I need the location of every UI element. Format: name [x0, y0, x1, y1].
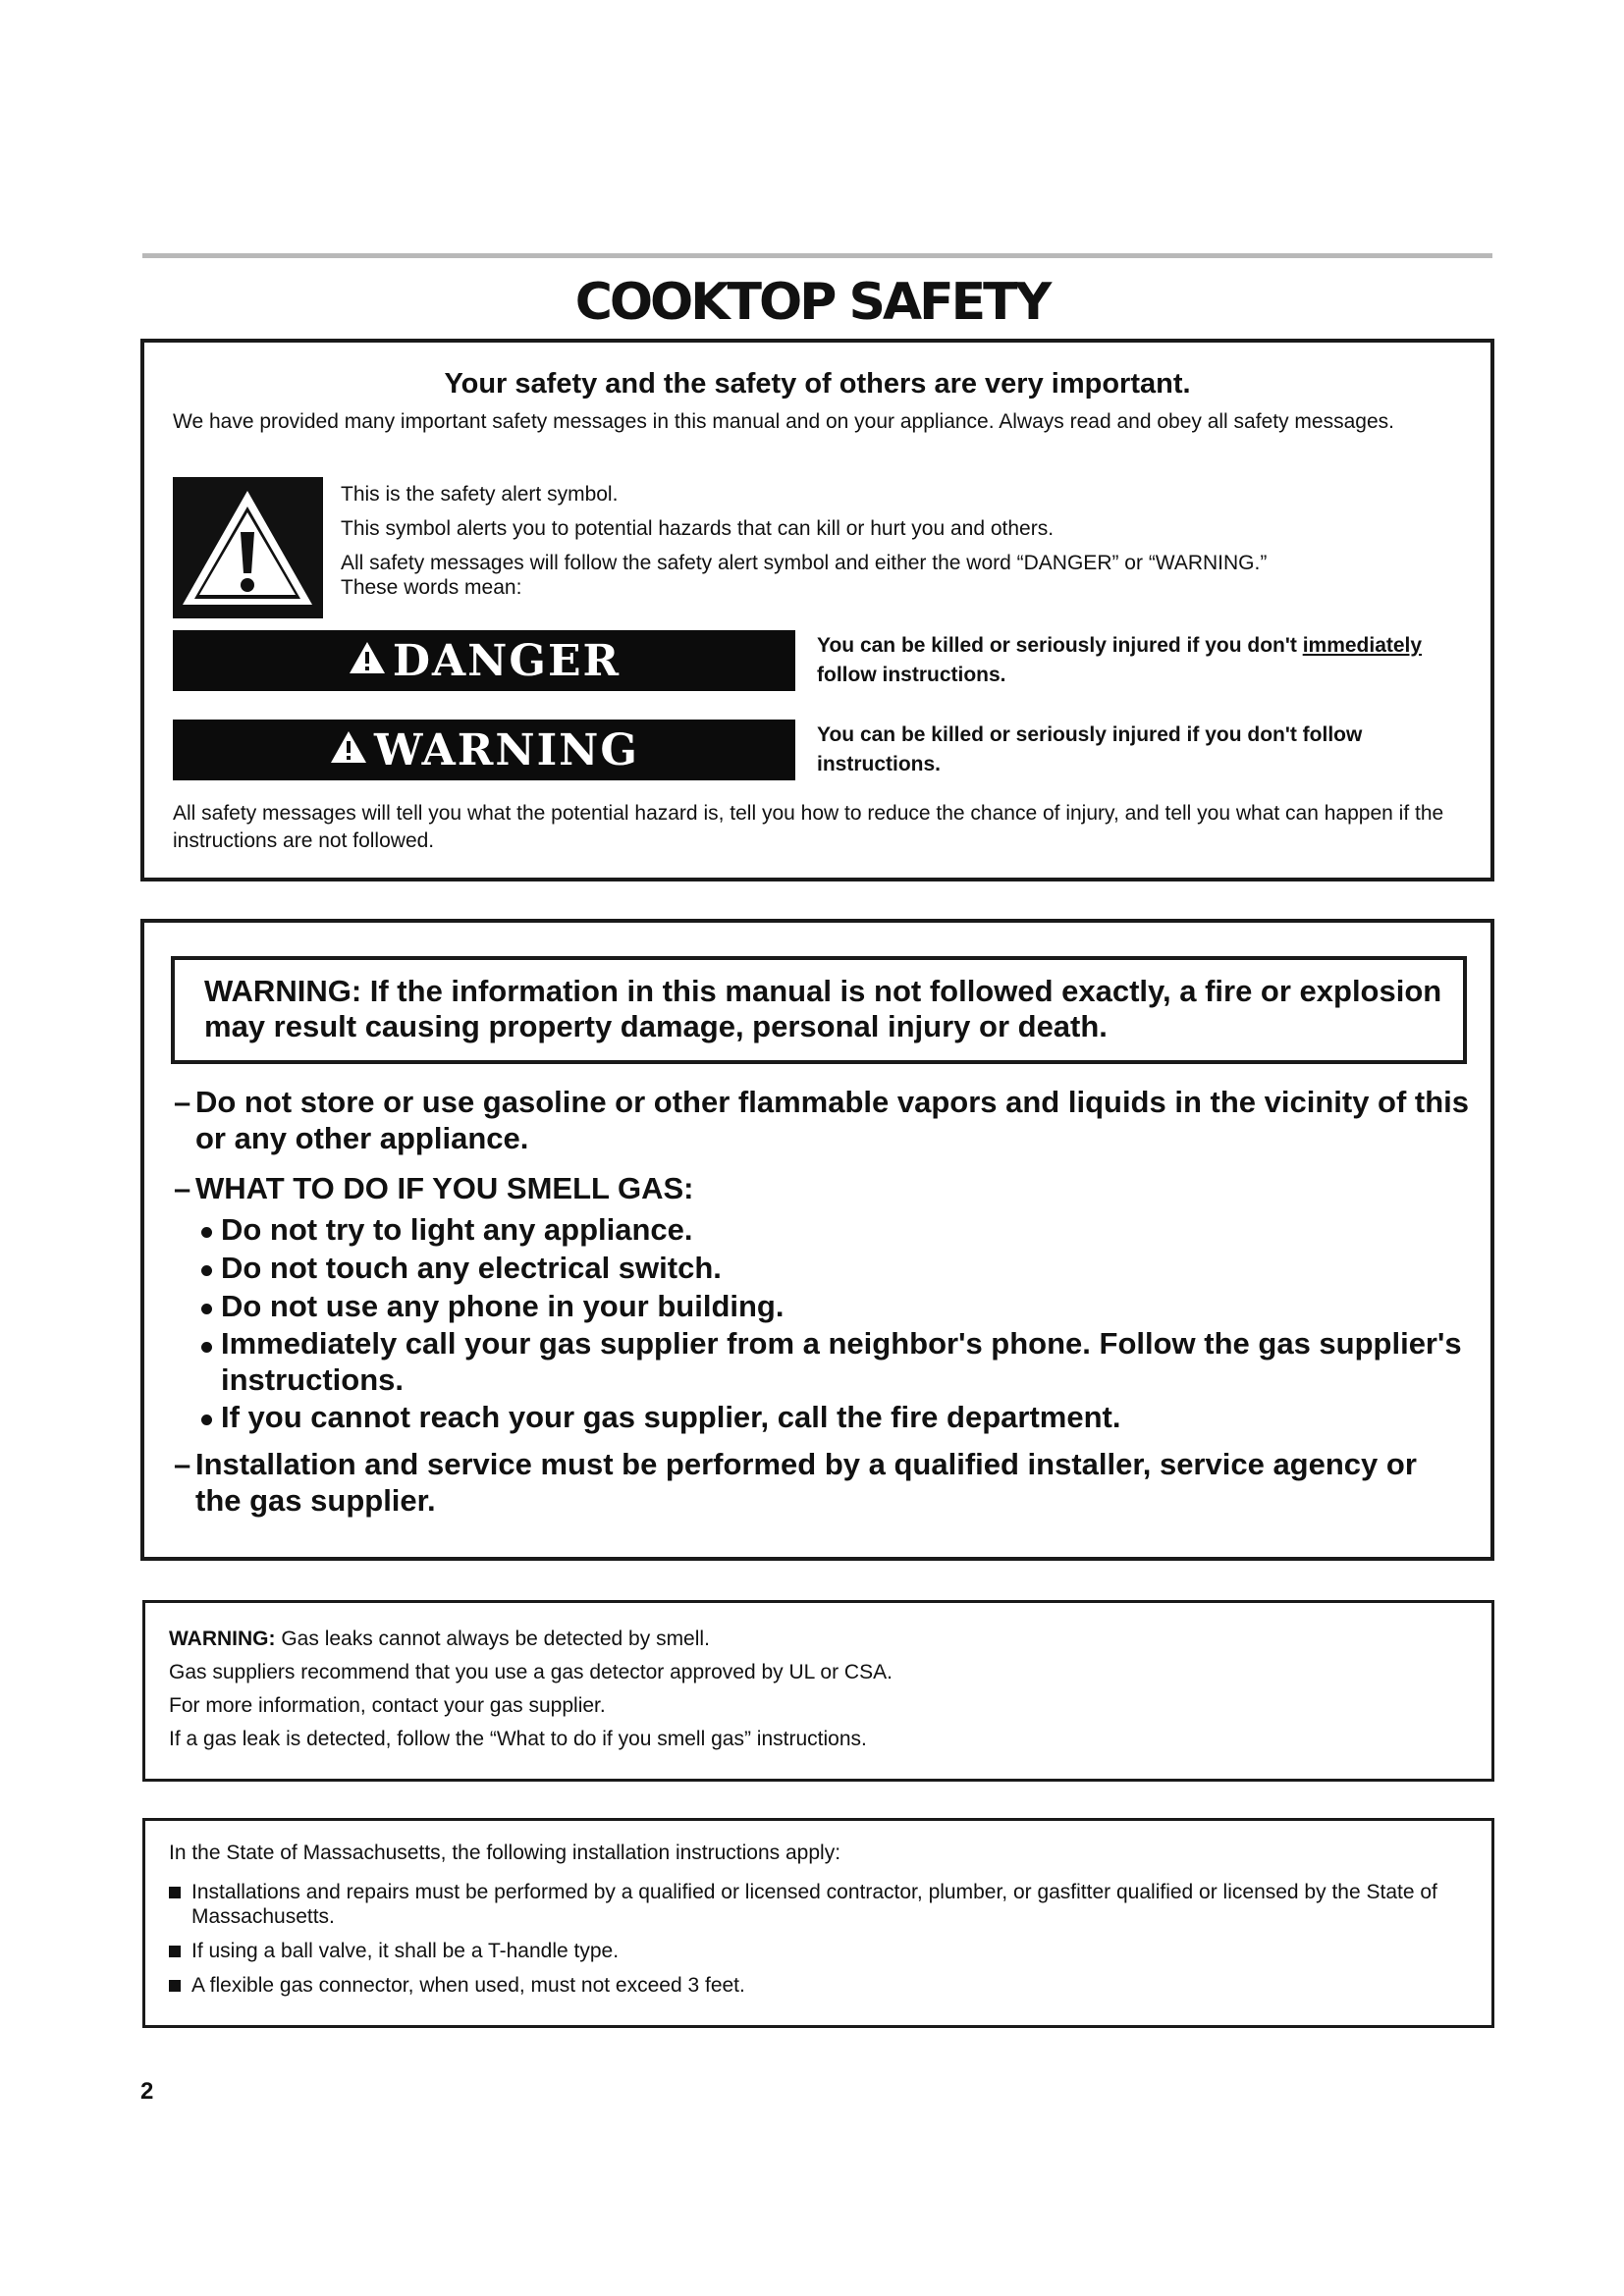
danger-emphasis: immediately — [1302, 634, 1423, 657]
gas-instructions — [174, 1084, 1470, 1532]
list-item-text: Do not store or use gasoline or other flammable vapors and liquids in the vicinity of this or any other appliance. — [195, 1085, 1470, 1155]
gas-leak-text — [169, 1623, 1445, 1756]
danger-banner — [173, 630, 795, 691]
list-item-text: Installation and service must be performed by a qualified installer, service agency or the gas supplier. — [195, 1447, 1417, 1518]
warning-banner — [173, 720, 795, 780]
page-number: 2 — [140, 2078, 154, 2105]
safety-intro-box — [140, 339, 1494, 881]
smell-gas-heading: WHAT TO DO IF YOU SMELL GAS: — [195, 1171, 694, 1205]
list-item: Immediately call your gas supplier from a neighbor's phone. Follow the gas supplier's instructions. — [197, 1325, 1470, 1398]
leak-line: If a gas leak is detected, follow the “What to do if you smell gas” instructions. — [169, 1728, 867, 1750]
alert-line: This symbol alerts you to potential hazards that can kill or hurt you and others. — [341, 517, 1055, 540]
page-title: COOKTOP SAFETY — [574, 273, 1050, 332]
safety-heading: Your safety and the safety of others are very important. — [444, 368, 1191, 400]
massachusetts-box — [142, 1818, 1494, 2028]
smell-gas-steps — [197, 1210, 1470, 1436]
list-item: A flexible gas connector, when used, must not exceed 3 feet. — [169, 1973, 1465, 1998]
gas-warning-box — [140, 919, 1494, 1561]
danger-description — [817, 631, 1485, 690]
list-item: Do not try to light any appliance. — [197, 1210, 1470, 1249]
safety-intro-text: We have provided many important safety messages in this manual and on your appliance. Always read and obey all safety messages. — [173, 410, 1394, 433]
alert-line: This is the safety alert symbol. — [341, 483, 619, 506]
fire-explosion-warning: WARNING: If the information in this manual is not followed exactly, a fire or explosion may result causing property damage, personal injury or death. — [171, 956, 1467, 1064]
list-item: – Do not store or use gasoline or other flammable vapors and liquids in the vicinity of this or any other appliance. — [174, 1085, 1470, 1155]
danger-text: You can be killed or seriously injured if you don't — [817, 634, 1303, 657]
alert-triangle-icon — [329, 725, 368, 775]
header-rule — [142, 253, 1492, 258]
leak-line: Gas suppliers recommend that you use a gas detector approved by UL or CSA. — [169, 1661, 893, 1683]
list-item: – WHAT TO DO IF YOU SMELL GAS: — [174, 1171, 694, 1205]
list-item: Do not use any phone in your building. — [197, 1287, 1470, 1325]
danger-text-end: follow instructions. — [817, 664, 1006, 686]
alert-line: All safety messages will follow the safety alert symbol and either the word “DANGER” or “WARNING.” — [341, 552, 1268, 574]
list-item: Installations and repairs must be performed by a qualified or licensed contractor, plumber, or gasfitter qualified or licensed by the State of Massachusetts. — [169, 1880, 1465, 1929]
massachusetts-intro: In the State of Massachusetts, the following installation instructions apply: — [169, 1842, 841, 1864]
warning-label: WARNING — [374, 724, 639, 775]
danger-label: DANGER — [392, 635, 622, 686]
gas-leak-warning-box — [142, 1600, 1494, 1782]
massachusetts-list — [169, 1880, 1465, 2007]
alert-line: These words mean: — [341, 576, 522, 599]
list-item: – Installation and service must be performed by a qualified installer, service agency or the gas supplier. — [174, 1447, 1417, 1518]
list-item: If you cannot reach your gas supplier, call the fire department. — [197, 1398, 1470, 1436]
leak-line-text: Gas leaks cannot always be detected by smell. — [281, 1628, 710, 1650]
safety-footer-text: All safety messages will tell you what the potential hazard is, tell you how to reduce the chance of injury, and tell you what can happen if the instructions are not followed. — [173, 802, 1444, 852]
warning-label: WARNING: — [169, 1628, 276, 1650]
alert-triangle-icon — [348, 636, 387, 686]
leak-line — [169, 1623, 1445, 1656]
list-item: If using a ball valve, it shall be a T-handle type. — [169, 1939, 1465, 1963]
warning-description: You can be killed or seriously injured if you don't follow instructions. — [817, 723, 1363, 775]
list-item: Do not touch any electrical switch. — [197, 1249, 1470, 1287]
alert-symbol-description — [341, 482, 1440, 610]
leak-line: For more information, contact your gas supplier. — [169, 1694, 606, 1717]
safety-alert-icon — [173, 477, 323, 618]
